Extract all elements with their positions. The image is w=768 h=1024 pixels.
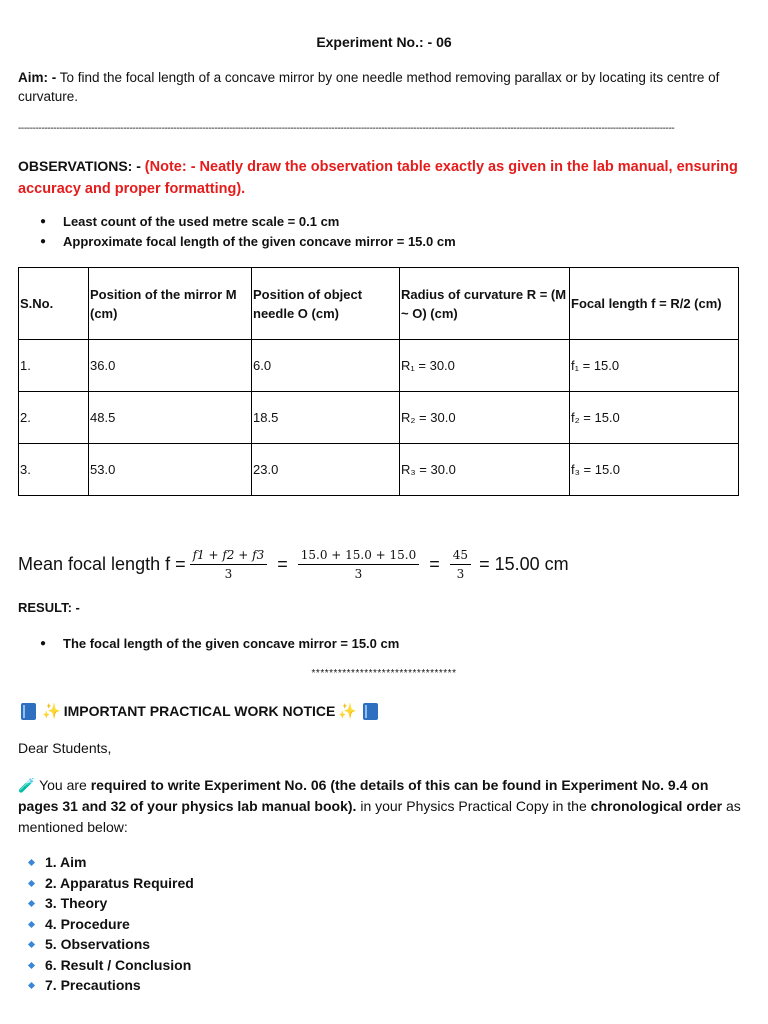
header-focal-length: Focal length f = R/2 (cm) xyxy=(570,268,739,340)
fraction-denominator: 3 xyxy=(224,566,233,581)
header-needle-position: Position of object needle O (cm) xyxy=(252,268,400,340)
header-sno: S.No. xyxy=(19,268,89,340)
cell-needle: 18.5 xyxy=(252,392,400,444)
result-bullets xyxy=(40,634,740,654)
cell-mirror: 36.0 xyxy=(89,340,252,392)
table-header-row xyxy=(19,268,739,340)
cell-radius: R₃ = 30.0 xyxy=(400,444,570,496)
cell-radius: R₁ = 30.0 xyxy=(400,340,570,392)
cell-mirror: 53.0 xyxy=(89,444,252,496)
table-row xyxy=(19,392,739,444)
cell-sno: 2. xyxy=(19,392,89,444)
sparkles-icon: ✨ xyxy=(42,703,61,720)
book-icon xyxy=(21,703,36,720)
para-post: as mentioned below: xyxy=(18,798,741,835)
table-row xyxy=(19,340,739,392)
fraction-numerator: 45 xyxy=(450,548,471,565)
para-mid: in your Physics Practical Copy in the xyxy=(356,798,591,814)
mean-result: = 15.00 cm xyxy=(479,553,569,574)
observation-bullets xyxy=(40,212,740,252)
cell-sno: 1. xyxy=(19,340,89,392)
aim-label: Aim: - xyxy=(18,70,57,85)
para-bold-required: required to write Experiment No. 06 (the details of this can be found in Experiment No. 9.4 on pages 31 and 32 of your physics lab manual book). xyxy=(18,777,709,814)
bullet-value: 15.0 cm xyxy=(407,234,456,249)
cell-focal: f₂ = 15.0 xyxy=(570,392,739,444)
observations-heading xyxy=(18,156,748,200)
para-bold-order: chronological order xyxy=(590,798,723,814)
para-pre: You are xyxy=(35,777,91,793)
fraction-values xyxy=(298,548,420,581)
cell-sno: 3. xyxy=(19,444,89,496)
list-item: 2. Apparatus Required xyxy=(26,873,194,894)
bullet-value: 0.1 cm xyxy=(298,214,340,229)
list-item: 3. Theory xyxy=(26,893,194,914)
cell-mirror: 48.5 xyxy=(89,392,252,444)
test-tube-icon: 🧪 xyxy=(18,777,36,793)
equals-sign: = xyxy=(429,553,440,574)
notice-text: IMPORTANT PRACTICAL WORK NOTICE xyxy=(63,703,336,719)
fraction-sum xyxy=(450,548,471,581)
fraction-denominator: 3 xyxy=(354,566,363,581)
list-item: 5. Observations xyxy=(26,934,194,955)
observations-label: OBSERVATIONS: - xyxy=(18,158,145,174)
fraction-denominator: 3 xyxy=(456,566,465,581)
sparkles-icon: ✨ xyxy=(338,703,358,720)
list-item: 4. Procedure xyxy=(26,914,194,935)
mean-label: Mean focal length f = xyxy=(18,553,186,574)
page-title: Experiment No.: - 06 xyxy=(316,34,452,50)
fraction-numerator: 15.0 + 15.0 + 15.0 xyxy=(298,548,420,565)
cell-radius: R₂ = 30.0 xyxy=(400,392,570,444)
table-row xyxy=(19,444,739,496)
cell-needle: 6.0 xyxy=(252,340,400,392)
list-item: 7. Precautions xyxy=(26,975,194,996)
aim-paragraph xyxy=(18,68,748,106)
star-divider: ********************************* xyxy=(311,668,457,679)
cell-focal: f₁ = 15.0 xyxy=(570,340,739,392)
bullet-label: Least count of the used metre scale = xyxy=(63,214,299,229)
greeting: Dear Students, xyxy=(18,740,112,756)
observations-note: (Note: - Neatly draw the observation table exactly as given in the lab manual, ensuring accuracy and proper formatting). xyxy=(18,159,738,197)
list-item: 6. Result / Conclusion xyxy=(26,955,194,976)
mean-focal-length-equation xyxy=(18,540,758,588)
fraction-numerator: f1 + f2 + f3 xyxy=(190,548,268,565)
list-item: 1. Aim xyxy=(26,852,194,873)
bullet-approx-focal-length xyxy=(40,232,740,252)
result-heading: RESULT: - xyxy=(18,600,80,615)
equals-sign: = xyxy=(277,553,288,574)
cell-needle: 23.0 xyxy=(252,444,400,496)
cell-focal: f₃ = 15.0 xyxy=(570,444,739,496)
steps-list xyxy=(26,852,194,996)
aim-text: To find the focal length of a concave mirror by one needle method removing parallax or by locating its centre of curvature. xyxy=(18,70,720,104)
book-icon xyxy=(363,703,378,720)
notice-heading xyxy=(18,702,381,720)
instruction-paragraph xyxy=(18,775,748,838)
header-mirror-position: Position of the mirror M (cm) xyxy=(89,268,252,340)
observation-table xyxy=(18,267,739,496)
result-bullet: ● The focal length of the given concave mirror = 15.0 cm xyxy=(40,634,740,654)
header-radius: Radius of curvature R = (M ~ O) (cm) xyxy=(400,268,570,340)
bullet-label: Approximate focal length of the given concave mirror = xyxy=(63,234,408,249)
fraction-symbolic xyxy=(190,548,268,581)
bullet-least-count xyxy=(40,212,740,232)
separator-line: -------------------------------------------------------------------------------------------------------------------------------------------------------------------------------------------------------------------------------- xyxy=(18,123,675,134)
